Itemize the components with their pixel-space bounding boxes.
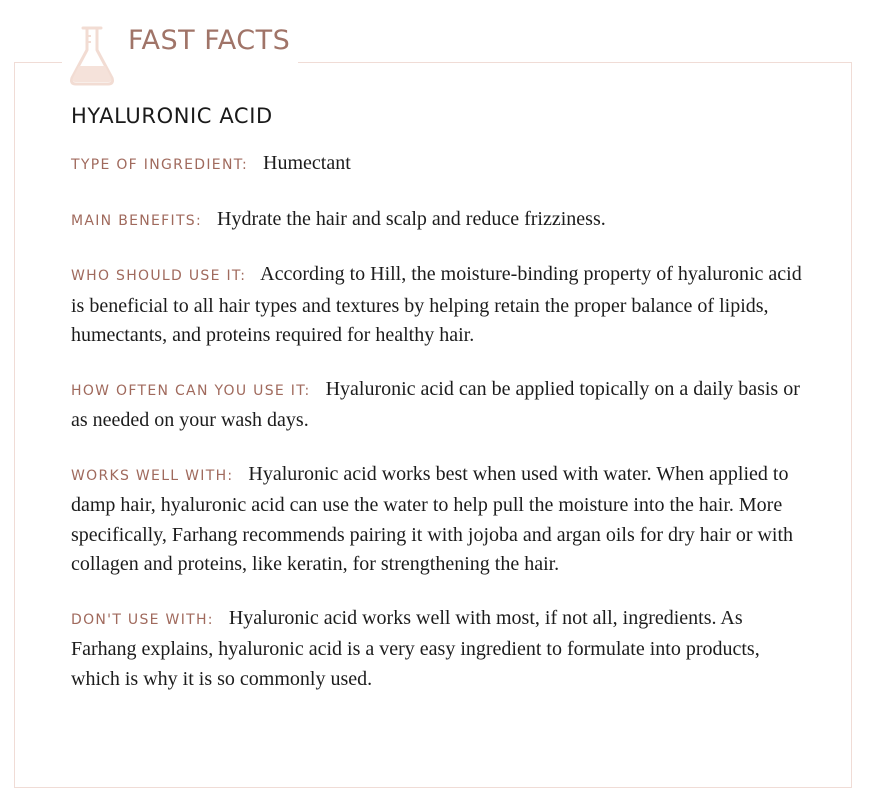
fact-text: Hyaluronic acid works best when used with water. When applied to damp hair, hyaluronic acid can use the water to help pull the moisture into the hair. More specifically, Farhang recommends pairing it with jojoba and argan oils for dry hair or with collagen and proteins, like keratin, for strengthening the hair.	[71, 462, 794, 575]
fact-text: Hydrate the hair and scalp and reduce frizziness.	[217, 207, 606, 230]
fact-label: WORKS WELL WITH:	[71, 467, 234, 484]
fact-type-of-ingredient	[71, 149, 811, 181]
fast-facts-header	[62, 22, 298, 88]
fast-facts-content	[71, 104, 811, 718]
fact-label: MAIN BENEFITS:	[71, 212, 203, 229]
fact-label: TYPE OF INGREDIENT:	[71, 157, 249, 173]
fact-label: HOW OFTEN CAN YOU USE IT:	[71, 382, 311, 399]
fact-text: Hyaluronic acid works well with most, if not all, ingredients. As Farhang explains, hyaluronic acid is a very easy ingredient to formulate into products, which is why it is so commonly used.	[71, 606, 760, 690]
flask-icon	[62, 22, 124, 88]
ingredient-name: HYALURONIC ACID	[71, 104, 273, 128]
fact-text: Hyaluronic acid can be applied topically on a daily basis or as needed on your wash days.	[71, 377, 800, 431]
fact-text: Humectant	[263, 152, 351, 174]
fast-facts-title: FAST FACTS	[128, 25, 291, 56]
fact-label: DON'T USE WITH:	[71, 611, 214, 628]
fact-text: According to Hill, the moisture-binding property of hyaluronic acid is beneficial to all hair types and textures by helping retain the proper balance of lipids, humectants, and proteins required for healthy hair.	[71, 263, 802, 346]
fact-label: WHO SHOULD USE IT:	[71, 268, 247, 284]
fact-works-well-with	[71, 460, 811, 580]
fact-who-should-use-it	[71, 260, 811, 351]
fact-dont-use-with	[71, 604, 811, 695]
fact-how-often	[71, 375, 811, 436]
fact-main-benefits	[71, 205, 811, 237]
